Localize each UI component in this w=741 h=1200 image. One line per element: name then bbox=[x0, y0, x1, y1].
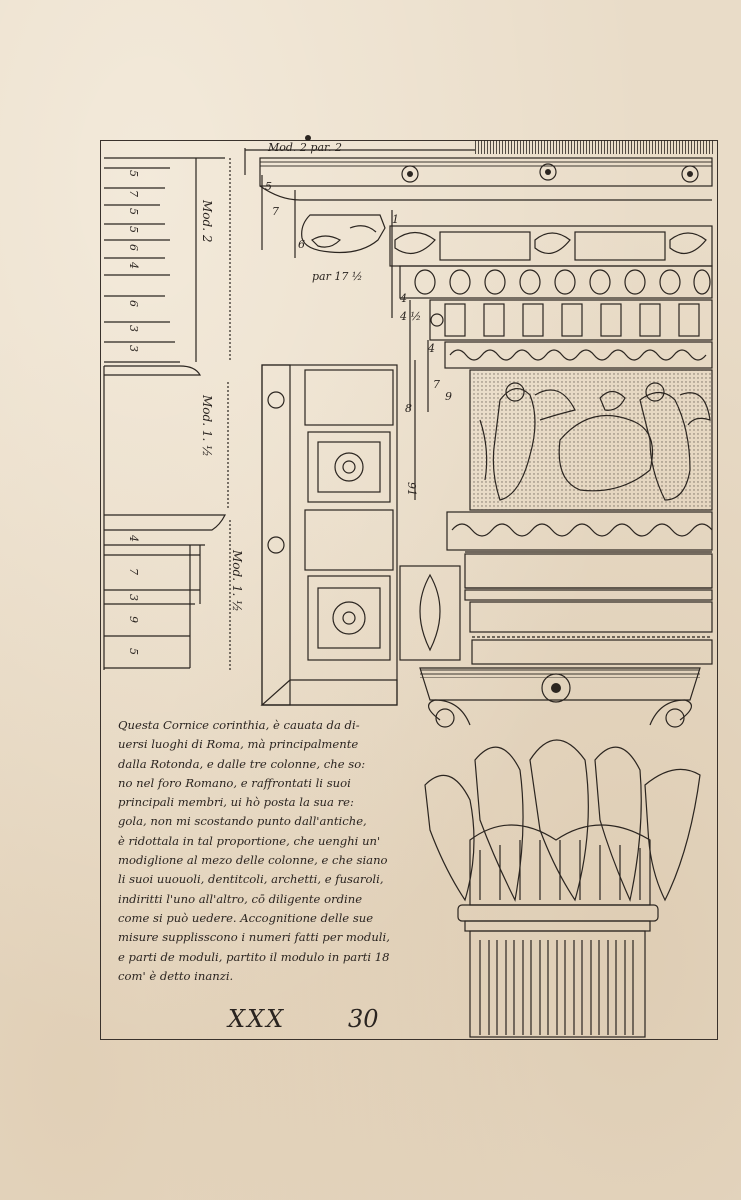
lower-scale-number: 3 bbox=[127, 594, 140, 601]
corinthian-capital bbox=[425, 700, 700, 905]
caption-line: dalla Rotonda, e dalle tre colonne, che so: bbox=[118, 756, 366, 771]
inner-number: 91 bbox=[405, 482, 418, 496]
caption-line: è ridottala in tal proportione, che uenghi un' bbox=[118, 833, 381, 848]
egg-and-dart-moulding bbox=[400, 266, 712, 298]
mod-1-half-label-upper: Mod. 1. ½ bbox=[200, 395, 214, 457]
mod-1-half-label-lower: Mod. 1. ½ bbox=[230, 550, 244, 612]
inner-number: 4 bbox=[400, 292, 407, 305]
mod-2-label: Mod. 2 bbox=[200, 200, 214, 243]
scale-number: 5 bbox=[127, 170, 140, 177]
caption-line: indiritti l'uno all'altro, cō diligente ordine bbox=[118, 891, 363, 906]
folio-page-number: 30 bbox=[348, 1005, 379, 1033]
caption-line: come si può uedere. Accognitione delle sue bbox=[118, 910, 374, 925]
folio-roman-numeral: XXX bbox=[228, 1005, 286, 1033]
inner-number: 9 bbox=[445, 390, 452, 403]
scale-number: 5 bbox=[127, 226, 140, 233]
caption-line: com' è detto inanzi. bbox=[118, 968, 234, 983]
bead-and-reel bbox=[445, 342, 712, 368]
caption-text bbox=[118, 716, 448, 986]
dimension-lines bbox=[228, 158, 428, 670]
par-17-label: par 17 ½ bbox=[312, 270, 363, 283]
architrave bbox=[447, 512, 712, 664]
caption-line: Questa Cornice corinthia, è cauata da di- bbox=[118, 718, 360, 732]
frieze-relief bbox=[470, 370, 712, 510]
dentil-course bbox=[430, 300, 712, 340]
caption-line: li suoi uuouoli, dentitcoli, archetti, e fusaroli, bbox=[118, 872, 384, 887]
caption-line: modiglione al mezo delle colonne, e che siano bbox=[118, 853, 388, 868]
caption-line: e parti de moduli, partito il modulo in parti 18 bbox=[118, 949, 390, 964]
caption-line: gola, non mi scostando punto dall'antiche, bbox=[118, 814, 367, 829]
scale-number: 4 bbox=[127, 262, 140, 269]
scale-number: 6 bbox=[127, 300, 140, 307]
inner-number: 7 bbox=[433, 378, 440, 391]
scale-number: 5 bbox=[127, 208, 140, 215]
lower-scale-number: 7 bbox=[127, 568, 140, 575]
caption-line: uersi luoghi di Roma, mà principalmente bbox=[118, 737, 359, 752]
scale-number: 7 bbox=[127, 190, 140, 197]
inner-number: 8 bbox=[405, 402, 412, 415]
caption-line: principali membri, ui hò posta la sua re: bbox=[118, 795, 354, 810]
soffit-coffers bbox=[262, 365, 460, 705]
inner-number: 4 bbox=[428, 342, 435, 355]
scale-number: 6 bbox=[127, 244, 140, 251]
lower-scale-number: 9 bbox=[127, 616, 140, 623]
modillion-profile bbox=[302, 215, 385, 253]
fluted-column-shaft bbox=[458, 905, 658, 1037]
inner-number: 6 bbox=[298, 238, 305, 251]
scale-number: 3 bbox=[127, 325, 140, 332]
top-dimension-label: Mod. 2 par. 2 bbox=[268, 141, 343, 154]
caption-line: misure supplisscono i numeri fatti per moduli, bbox=[118, 930, 390, 945]
lower-left-profile bbox=[104, 515, 225, 668]
inner-number: 1 bbox=[392, 213, 399, 226]
modillion-band bbox=[390, 226, 712, 266]
lower-scale-number: 5 bbox=[127, 648, 140, 655]
lower-scale-number: 4 bbox=[127, 535, 140, 542]
cornice-corona bbox=[260, 158, 712, 200]
caption-line: no nel foro Romano, e raffrontati li suoi bbox=[118, 775, 351, 790]
capital-abacus bbox=[420, 668, 700, 702]
inner-number: 5 bbox=[265, 180, 272, 193]
inner-number: 7 bbox=[272, 205, 279, 218]
scale-number: 3 bbox=[127, 345, 140, 352]
inner-number: 4 ½ bbox=[400, 310, 422, 323]
